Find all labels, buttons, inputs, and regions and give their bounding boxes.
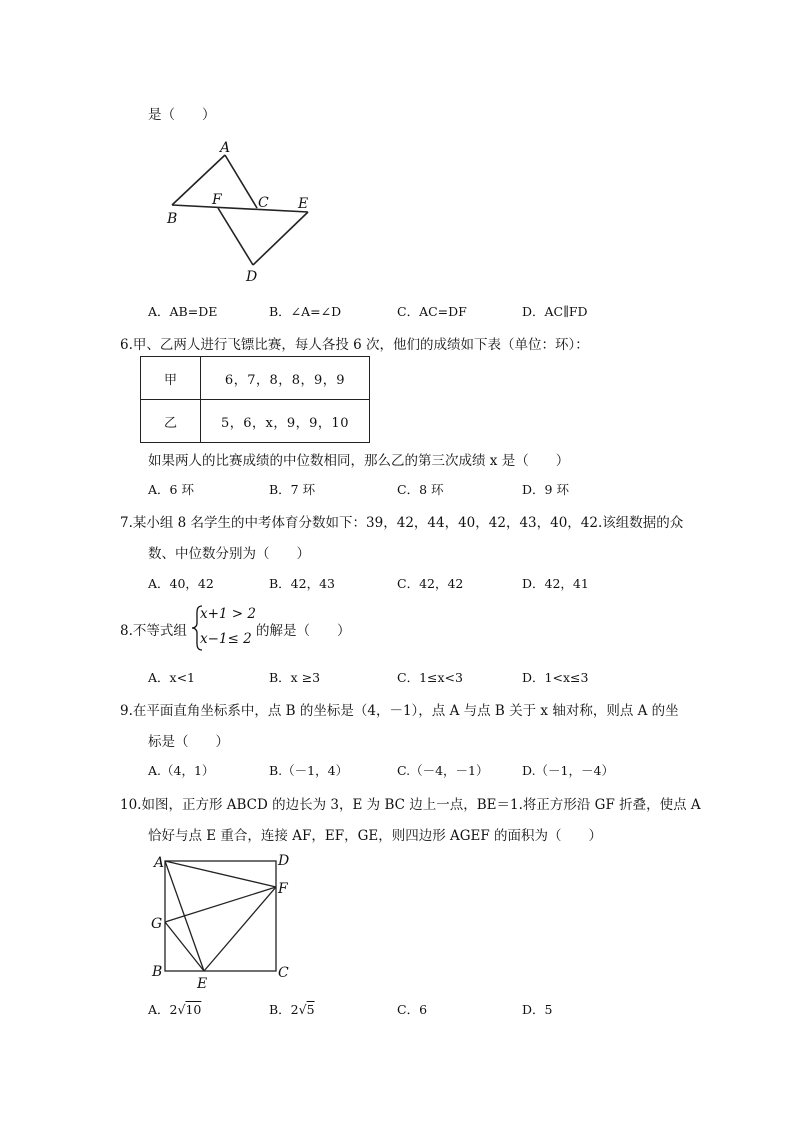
q10-label-a: A: [154, 855, 165, 871]
q5-option-c: C．AC=DF: [397, 304, 467, 319]
q6-option-b: B．7 环: [269, 482, 316, 497]
q6-option-d: D．9 环: [522, 482, 569, 497]
q7-stem-line1: 7.某小组 8 名学生的中考体育分数如下：39，42，44，40，42，43，40，42.该组数据的众: [120, 515, 684, 531]
q6-score-table: [140, 356, 370, 443]
q9-option-a: A.（4，1）: [148, 763, 215, 778]
table-cell-scores: 6，7，8，8，9，9: [201, 357, 370, 400]
q5-label-d: D: [246, 269, 258, 285]
option-prefix: A．2: [148, 1002, 178, 1017]
q7-option-b: B．42，43: [269, 576, 335, 591]
q7-stem-line2: 数、中位数分别为（ ）: [148, 546, 310, 562]
q5-label-a: A: [220, 140, 231, 156]
option-prefix: B．2: [269, 1002, 299, 1017]
q7-option-d: D．42，41: [522, 576, 589, 591]
q6-question: 如果两人的比赛成绩的中位数相同，那么乙的第三次成绩 x 是（ ）: [148, 453, 570, 469]
q8-inequality-2: x−1≤ 2: [200, 631, 252, 647]
q10-label-d: D: [278, 853, 290, 869]
q5-label-b: B: [167, 211, 178, 227]
q7-option-a: A．40，42: [148, 576, 214, 591]
q10-figure: [145, 850, 300, 990]
table-cell-name: 乙: [141, 400, 201, 443]
table-cell-name: 甲: [141, 357, 201, 400]
radicand: 10: [185, 1002, 202, 1017]
q9-stem-line1: 9.在平面直角坐标系中，点 B 的坐标是（4，－1），点 A 与点 B 关于 x 轴对称，则点 A 的坐: [120, 703, 679, 719]
q5-label-f: F: [212, 192, 222, 208]
q6-option-a: A．6 环: [148, 482, 194, 497]
q8-prefix: 8.不等式组: [120, 623, 187, 639]
q8-suffix: 的解是（ ）: [256, 623, 351, 639]
q10-stem-line2: 恰好与点 E 重合，连接 AF，EF，GE，则四边形 AGEF 的面积为（ ）: [148, 828, 603, 844]
q10-option-c: C．6: [397, 1002, 428, 1017]
q6-stem: 6.甲、乙两人进行飞镖比赛，每人各投 6 次，他们的成绩如下表（单位：环）：: [120, 337, 589, 353]
q10-label-g: G: [151, 916, 163, 932]
q10-option-b: [269, 1000, 315, 1018]
q9-option-b: B.（－1，4）: [269, 763, 349, 778]
q8-option-c: C．1≤x<3: [397, 670, 463, 685]
q10-label-c: C: [278, 965, 289, 981]
table-row: [141, 357, 370, 400]
q8-option-a: A．x<1: [148, 670, 196, 685]
table-row: [141, 400, 370, 443]
sqrt-sign: √: [298, 1002, 307, 1017]
q8-inequality-1: x+1 > 2: [200, 606, 256, 622]
q5-option-b: B．∠A=∠D: [269, 304, 342, 319]
q8-option-b: B．x ≥3: [269, 670, 321, 685]
q8-option-d: D．1<x≤3: [522, 670, 589, 685]
q5-option-a: A．AB=DE: [148, 304, 218, 319]
q10-stem-line1: 10.如图，正方形 ABCD 的边长为 3，E 为 BC 边上一点，BE＝1.将正方形沿 GF 折叠，使点 A: [120, 797, 701, 813]
sqrt-sign: √: [177, 1002, 186, 1017]
q5-tail: 是（ ）: [148, 107, 216, 123]
q10-label-b: B: [152, 964, 163, 980]
q5-option-d: D．AC∥FD: [522, 304, 588, 319]
q10-option-d: D．5: [522, 1002, 553, 1017]
q10-label-f: F: [278, 881, 288, 897]
radicand: 5: [306, 1002, 315, 1017]
q5-label-e: E: [298, 196, 309, 212]
table-cell-scores: 5，6，x，9，9，10: [201, 400, 370, 443]
q10-label-e: E: [197, 976, 208, 990]
q9-option-d: D.（－1，－4）: [522, 763, 614, 778]
q10-option-a: [148, 1000, 201, 1018]
q7-option-c: C．42，42: [397, 576, 464, 591]
q5-figure: [160, 135, 330, 285]
q5-label-c: C: [258, 195, 269, 211]
q6-option-c: C．8 环: [397, 482, 444, 497]
q9-stem-line2: 标是（ ）: [148, 734, 229, 750]
q9-option-c: C.（－4，－1）: [397, 763, 489, 778]
